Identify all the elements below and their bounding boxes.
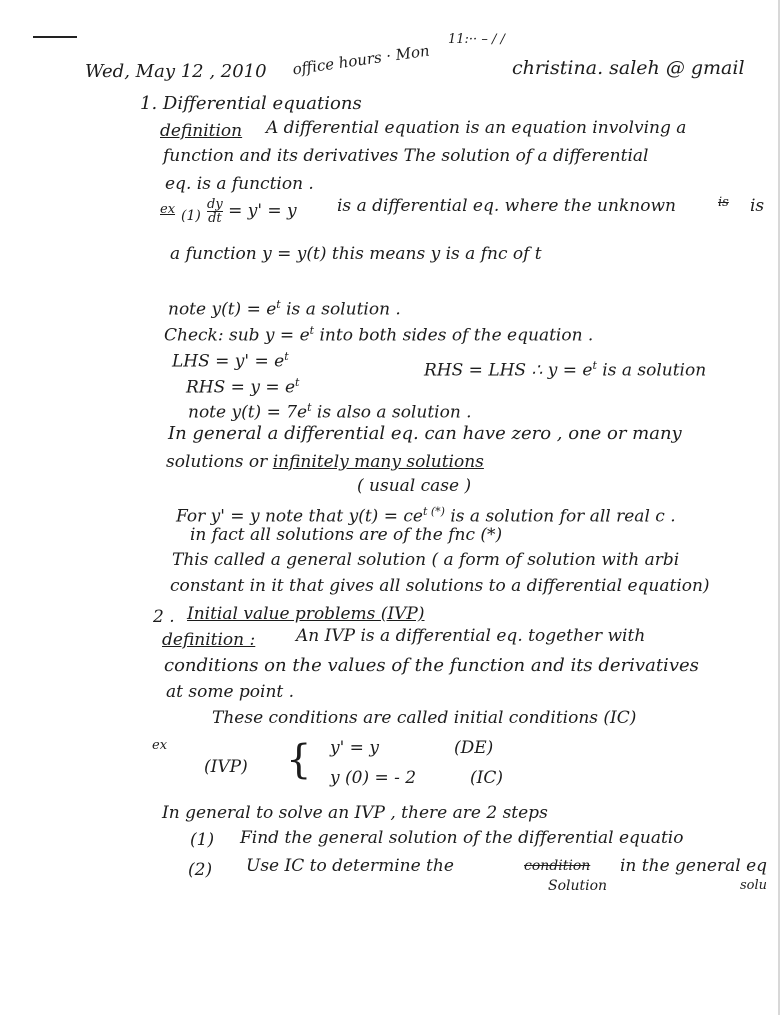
example-number: (1) — [181, 208, 201, 224]
function-line: a function y = y(t) this means y is a fnc of t — [170, 244, 542, 264]
note-line-2: note $y(t) = 7e^t$ is also a solution . — [188, 401, 472, 423]
page-edge-line — [778, 0, 780, 1015]
system-brace: { — [286, 737, 312, 783]
step-2-crossed-word: condition — [524, 858, 591, 874]
step-2-text: Use IC to determine the — [246, 856, 454, 876]
step-2-text-end: in the general eq — [620, 856, 768, 876]
section-2-title: Initial value problems (IVP) — [187, 604, 425, 624]
office-hours-note: office hours · Mon — [291, 41, 431, 79]
lhs-line: LHS = $y' = e^t$ — [172, 350, 289, 372]
section-1-title: 1. Differential equations — [140, 93, 362, 114]
step-2-tail: solu — [740, 878, 768, 893]
general-solution-line-1: This called a general solution ( a form of solution with arbi — [172, 550, 680, 570]
dy-dt-fraction — [207, 198, 223, 225]
step-1-text: Find the general solution of the differential equatio — [240, 828, 684, 848]
de-label: (DE) — [454, 738, 494, 758]
ivp-label: (IVP) — [204, 757, 248, 777]
check-line: Check: sub $y = e^t$ into both sides of the equation . — [164, 324, 594, 346]
ivp-example-label: ex — [152, 738, 168, 753]
step-1-number: (1) — [190, 830, 215, 850]
derivative-expression — [207, 198, 297, 225]
example-description: is a differential eq. where the unknown — [337, 196, 676, 216]
definition-label: definition — [160, 121, 243, 141]
definition-line-1: A differential equation is an equation involving a — [266, 118, 687, 138]
frac-numerator: dy — [207, 197, 223, 212]
differential-equation: y' = y — [330, 738, 379, 758]
margin-mark — [33, 36, 77, 38]
example-equation: = y' = y — [228, 201, 297, 221]
frac-denominator: dt — [208, 211, 222, 226]
instructor-email: christina. saleh @ gmail — [512, 57, 745, 79]
step-2-correction: Solution — [548, 878, 608, 894]
definition-line-3: eq. is a function . — [165, 174, 314, 194]
crossed-out-word: is — [718, 195, 729, 210]
initial-condition: y (0) = - 2 — [330, 768, 417, 788]
example-description-end: is — [750, 196, 765, 216]
initial-conditions-line: These conditions are called initial conditions (IC) — [212, 708, 637, 728]
lecture-date: Wed, May 12 , 2010 — [85, 61, 267, 82]
ivp-definition-line-1: An IVP is a differential eq. together with — [296, 626, 646, 646]
definition-line-2: function and its derivatives The solution of a differential — [163, 146, 649, 166]
usual-case-note: ( usual case ) — [357, 476, 472, 496]
office-hours-time: 11:·· – / / — [448, 32, 505, 47]
step-2-number: (2) — [188, 860, 213, 880]
example-label: ex — [160, 202, 176, 217]
ic-label: (IC) — [470, 768, 503, 788]
in-fact-line: in fact all solutions are of the fnc (*) — [190, 525, 503, 545]
general-line-1: In general a differential eq. can have zero , one or many — [168, 423, 682, 444]
general-line-2: solutions or infinitely many solutions — [166, 452, 484, 472]
ivp-definition-line-3: at some point . — [166, 682, 295, 702]
steps-intro: In general to solve an IVP , there are 2 steps — [162, 803, 548, 823]
for-y-prime-line: For y' = y note that $y(t) = ce^{t (*)}$ is a solution for all real c . — [176, 505, 676, 527]
rhs-equals-lhs-line: RHS = LHS ∴ $y = e^t$ is a solution — [424, 359, 707, 381]
rhs-line: RHS = $y = e^t$ — [186, 376, 300, 398]
ivp-definition-line-2: conditions on the values of the function and its derivatives — [164, 655, 699, 676]
general-solution-line-2: constant in it that gives all solutions to a differential equation) — [170, 576, 710, 596]
ivp-definition-label: definition : — [162, 630, 256, 650]
section-2-number: 2 . — [153, 607, 175, 627]
note-line-1: note $y(t) = e^t$ is a solution . — [168, 298, 401, 320]
